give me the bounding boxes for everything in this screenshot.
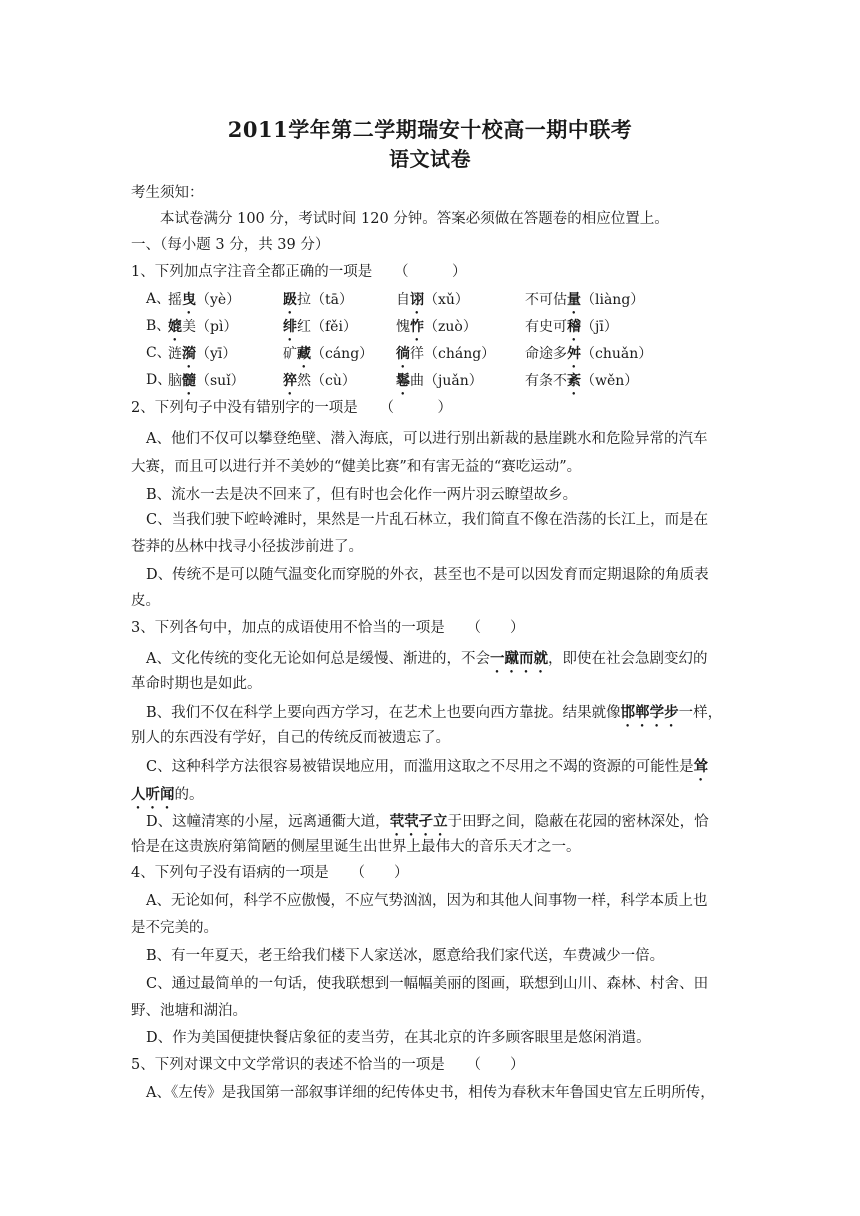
question-3-option-c-cont: 人听闻的。	[131, 786, 204, 803]
question-1-item: 脑髓（suǐ）	[168, 373, 245, 389]
notice-heading: 考生须知：	[131, 185, 204, 201]
notice-text: 本试卷满分 100 分，考试时间 120 分钟。答案必须做在答题卷的相应位置上。	[160, 211, 669, 227]
question-1-option-label: A、	[146, 291, 171, 307]
question-4-option-d: D、作为美国便捷快餐店象征的麦当劳，在其北京的许多顾客眼里是悠闲消遣。	[146, 1030, 651, 1046]
question-1-item: 愧怍（zuò）	[396, 319, 477, 335]
question-1-item: 矿藏（cáng）	[283, 346, 374, 362]
question-1-item: 鬈曲（juǎn）	[396, 373, 483, 389]
question-1-option-label: D、	[146, 372, 172, 388]
question-1-item: 涟漪（yī）	[168, 346, 237, 362]
question-1-item: 不可估量（liàng）	[525, 292, 645, 308]
question-4-option-b: B、有一年夏天，老王给我们楼下人家送冰，愿意给我们家代送，车费减少一倍。	[146, 948, 665, 964]
question-1-item: 命途多舛（chuǎn）	[525, 346, 653, 362]
question-2-option-a: A、他们不仅可以攀登绝壁、潜入海底，可以进行别出新裁的悬崖跳水和危险异常的汽车	[146, 431, 708, 447]
question-2-option-c: C、当我们驶下崆岭滩时，果然是一片乱石林立，我们简直不像在浩荡的长江上，而是在	[146, 512, 709, 528]
question-3-option-d-cont: 恰是在这贵族府第简陋的侧屋里诞生出世界上最伟大的音乐天才之一。	[131, 839, 581, 855]
question-1-item: 猝然（cù）	[283, 373, 356, 389]
question-3-option-b: B、我们不仅在科学上要向西方学习，在艺术上也要向西方靠拢。结果就像邯郸学步一样，	[146, 704, 723, 721]
question-3-option-a: A、文化传统的变化无论如何总是缓慢、渐进的，不会一蹴而就，即使在社会急剧变幻的	[146, 650, 708, 667]
question-2-option-c-cont: 苍莽的丛林中找寻小径拔涉前进了。	[131, 539, 363, 555]
question-2-option-d-cont: 皮。	[131, 593, 160, 609]
question-1-item: 有条不紊（wěn）	[525, 373, 639, 389]
question-3-option-b-cont: 别人的东西没有学好，自己的传统反而被遗忘了。	[131, 730, 450, 746]
exam-title: 2011学年第二学期瑞安十校高一期中联考	[227, 117, 633, 142]
question-1-option-label: B、	[146, 318, 171, 334]
section-heading: 一、（每小题 3 分，共 39 分）	[131, 237, 330, 253]
question-4-stem: 4、下列句子没有语病的一项是 （ ）	[131, 865, 409, 881]
question-1-item: 媲美（pì）	[168, 319, 238, 335]
question-4-option-a-cont: 是不完美的。	[131, 920, 218, 936]
question-3-option-a-cont: 革命时期也是如此。	[131, 676, 262, 692]
question-2-option-a-cont: 大赛，而且可以进行并不美妙的“健美比赛”和有害无益的“赛吃运动”。	[131, 459, 582, 475]
question-1-item: 摇曳（yè）	[168, 292, 241, 308]
question-1-item: 绯红（fěi）	[283, 319, 357, 335]
question-2-stem: 2、下列句子中没有错别字的一项是 （ ）	[131, 400, 452, 416]
question-4-option-a: A、无论如何，科学不应傲慢，不应气势汹汹，因为和其他人间事物一样，科学本质上也	[146, 893, 708, 909]
question-5-option-a: A、《左传》是我国第一部叙事详细的纪传体史书，相传为春秋末年鲁国史官左丘明所传，	[146, 1085, 715, 1101]
question-2-option-d: D、传统不是可以随气温变化而穿脱的外衣，甚至也不是可以因发育而定期退除的角质表	[146, 567, 709, 583]
question-1-option-label: C、	[146, 345, 171, 361]
question-3-stem: 3、下列各句中，加点的成语使用不恰当的一项是 （ ）	[131, 620, 525, 636]
question-3-option-d: D、这幢清寒的小屋，远离通衢大道，茕茕孑立于田野之间，隐蔽在花园的密林深处，恰	[146, 813, 709, 830]
question-3-option-c: C、这种科学方法很容易被错误地应用，而滥用这取之不尽用之不竭的资源的可能性是耸	[146, 758, 709, 775]
question-1-stem: 1、下列加点字注音全都正确的一项是 （ ）	[131, 264, 467, 280]
question-1-item: 徜徉（cháng）	[396, 346, 496, 362]
question-4-option-c-cont: 野、池塘和湖泊。	[131, 1003, 247, 1019]
question-4-option-c: C、通过最简单的一句话，使我联想到一幅幅美丽的图画，联想到山川、森林、村舍、田	[146, 976, 709, 992]
question-5-stem: 5、下列对课文中文学常识的表述不恰当的一项是 （ ）	[131, 1057, 525, 1073]
exam-subtitle: 语文试卷	[389, 147, 471, 171]
question-1-item: 自诩（xǔ）	[396, 292, 469, 308]
question-1-item: 有史可稽（jī）	[525, 319, 618, 335]
question-1-item: 趿拉（tā）	[283, 292, 353, 308]
question-2-option-b: B、流水一去是决不回来了，但有时也会化作一两片羽云瞭望故乡。	[146, 487, 578, 503]
